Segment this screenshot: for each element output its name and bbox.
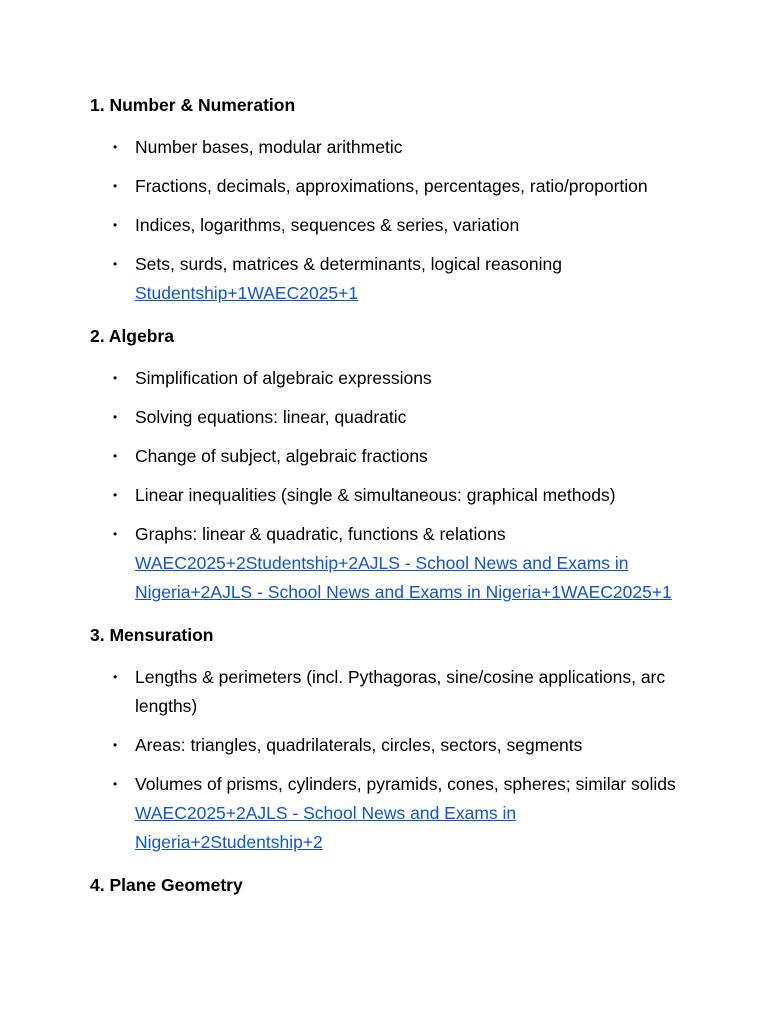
list-item (90, 133, 688, 162)
list-item-text: Indices, logarithms, sequences & series, variation (135, 215, 520, 235)
bullet-icon: • (113, 777, 118, 791)
bullet-icon: • (113, 257, 118, 271)
bullet-icon: • (113, 670, 118, 684)
bullet-icon: • (113, 179, 118, 193)
list-item-text: Change of subject, algebraic fractions (135, 446, 428, 466)
section-heading: 3. Mensuration (90, 625, 214, 645)
list-item-text: Lengths & perimeters (incl. Pythagoras, sine/cosine applications, arc lengths) (135, 667, 666, 716)
list-item-text: Number bases, modular arithmetic (135, 137, 403, 157)
list-item (90, 211, 688, 240)
bullet-icon: • (113, 738, 118, 752)
list-item-text: Volumes of prisms, cylinders, pyramids, cones, spheres; similar solids (135, 774, 676, 794)
source-link[interactable]: WAEC2025+2AJLS - School News and Exams in Nigeria+2Studentship+2 (135, 803, 517, 852)
section-mensuration (90, 624, 688, 857)
list-item-text: Areas: triangles, quadrilaterals, circles, sectors, segments (135, 735, 583, 755)
source-link[interactable]: Studentship+1WAEC2025+1 (135, 283, 359, 303)
list-item (90, 731, 688, 760)
bullet-icon: • (113, 371, 118, 385)
section-heading: 2. Algebra (90, 326, 174, 346)
list-item-text: Solving equations: linear, quadratic (135, 407, 407, 427)
list-item-text: Sets, surds, matrices & determinants, logical reasoning (135, 254, 562, 274)
list-item (90, 250, 688, 308)
bullet-icon: • (113, 488, 118, 502)
section-algebra (90, 325, 688, 607)
list-item (90, 364, 688, 393)
bullet-icon: • (113, 218, 118, 232)
bullet-icon: • (113, 449, 118, 463)
section-plane-geometry (90, 874, 688, 896)
source-link[interactable]: WAEC2025+2Studentship+2AJLS - School News and Exams in Nigeria+2AJLS - School News and Exams in Nigeria+1WAEC2025+1 (135, 553, 672, 602)
list-item-text: Graphs: linear & quadratic, functions & relations (135, 524, 506, 544)
bullet-icon: • (113, 527, 118, 541)
list-item (90, 520, 688, 607)
topic-list (90, 364, 688, 607)
list-item (90, 172, 688, 201)
list-item (90, 770, 688, 857)
list-item-text: Linear inequalities (single & simultaneous: graphical methods) (135, 485, 616, 505)
list-item (90, 403, 688, 432)
topic-list (90, 663, 688, 857)
list-item-text: Simplification of algebraic expressions (135, 368, 432, 388)
list-item-text: Fractions, decimals, approximations, percentages, ratio/proportion (135, 176, 648, 196)
section-heading: 1. Number & Numeration (90, 95, 296, 115)
bullet-icon: • (113, 410, 118, 424)
section-number-numeration (90, 94, 688, 308)
list-item (90, 481, 688, 510)
list-item (90, 442, 688, 471)
list-item (90, 663, 688, 721)
bullet-icon: • (113, 140, 118, 154)
topic-list (90, 133, 688, 308)
section-heading: 4. Plane Geometry (90, 875, 243, 895)
